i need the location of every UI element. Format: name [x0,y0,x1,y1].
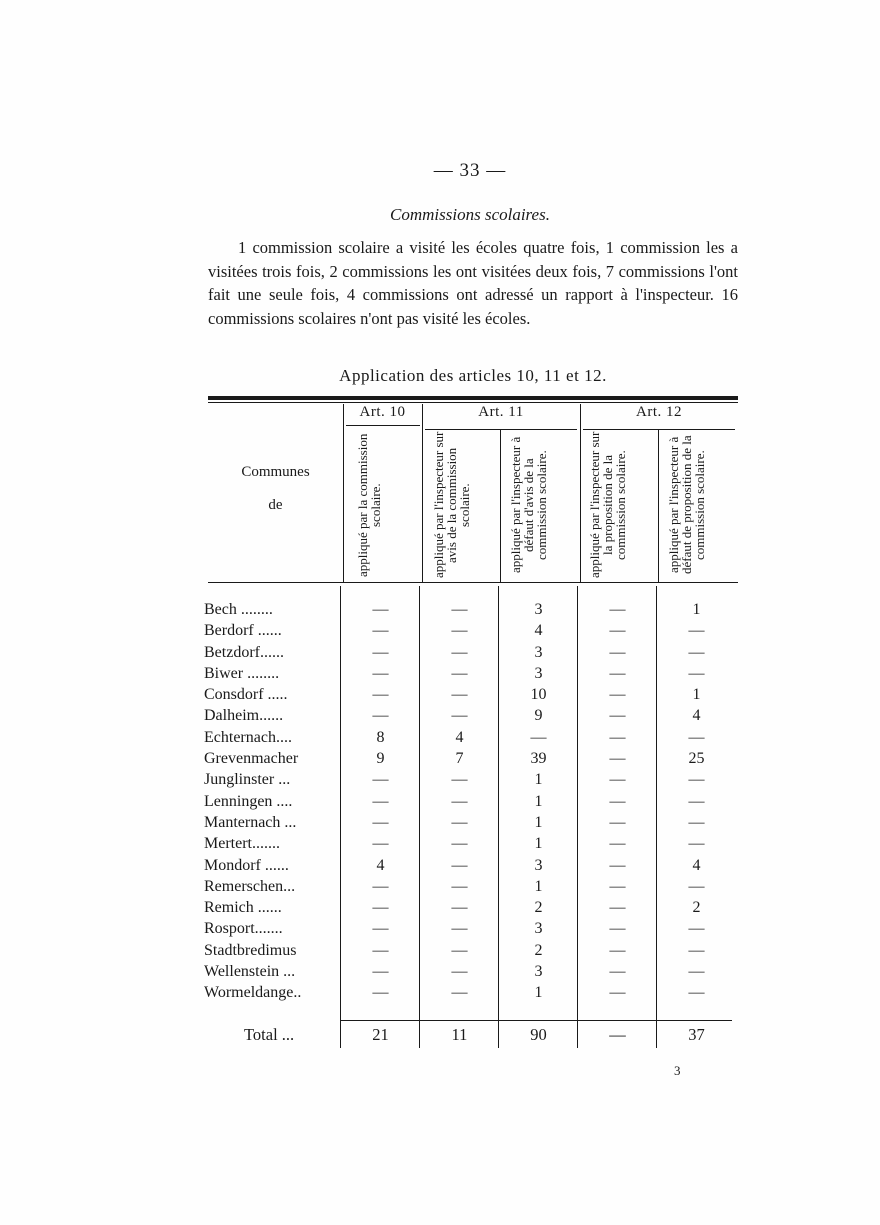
table-row [204,942,744,963]
group-header-art11: Art. 11 [478,404,524,420]
column-header-3: appliqué par l'inspecteur à défaut d'avis de la commission scolaire. [507,436,549,574]
table-cell: — [451,899,468,917]
commune-name: Mondorf ...... [204,856,289,874]
table-cell: 1 [534,877,543,895]
table-cell: — [609,877,626,895]
table-cell: — [688,920,705,938]
table-cell: — [609,856,626,874]
table-cell: 2 [692,899,701,917]
table-cell: 1 [534,984,543,1002]
table-cell: — [609,984,626,1002]
table-cell: 1 [534,792,543,810]
table-cell: — [688,963,705,981]
table-cell: — [609,920,626,938]
table-cell: — [372,941,389,959]
table-cell: — [451,643,468,661]
total-label: Total ... [244,1025,295,1044]
table-row [204,644,744,665]
table-cell: — [609,813,626,831]
table-cell: — [372,813,389,831]
column-divider [500,430,501,582]
table-cell: — [451,835,468,853]
table-cell: 8 [376,728,385,746]
table-cell: — [372,601,389,618]
table-cell: — [451,601,468,618]
table-cell: — [688,771,705,789]
commune-name: Mertert....... [204,835,280,853]
table-row [204,857,744,878]
table-cell: 3 [534,643,543,661]
group-header-art12: Art. 12 [636,404,682,420]
commune-name: Wellenstein ... [204,963,296,981]
table-cell: — [372,664,389,682]
table-cell: 1 [692,686,701,704]
table-cell: 3 [534,856,543,874]
table-cell: 1 [692,601,701,618]
section-title: Commissions scolaires. [390,205,550,224]
table-cell: — [451,664,468,682]
table-cell: 2 [534,941,543,959]
table-row [204,665,744,686]
table-cell: — [451,686,468,704]
table-cell: 7 [455,750,464,768]
table-cell: — [688,664,705,682]
table-row [204,729,744,750]
table-cell: — [609,664,626,682]
commune-name: Remerschen... [204,877,296,895]
table-cell: — [372,963,389,981]
table-row [204,601,744,622]
commune-name: Betzdorf...... [204,643,284,661]
table-cell: — [609,601,626,618]
table-cell: — [372,771,389,789]
commune-name: Consdorf ..... [204,686,288,704]
table-cell: — [609,835,626,853]
table-cell: 3 [534,963,543,981]
table-row [204,920,744,941]
table-cell: 25 [688,750,705,768]
table-cell: — [451,877,468,895]
table-row [204,963,744,984]
group-underline [346,425,420,426]
table-cell: 1 [534,835,543,853]
table-cell: — [451,984,468,1002]
table-row [204,793,744,814]
table-cell: — [451,813,468,831]
table-row [204,622,744,643]
commune-name: Grevenmacher [204,750,299,768]
commune-name: Lenningen .... [204,792,293,810]
table-cell: — [688,984,705,1002]
communes-header: Communes [241,464,310,480]
column-divider [343,404,344,582]
table-cell: 10 [530,686,547,704]
column-header-4: appliqué par l'inspecteur sur la proposition de la commission scolaire. [586,431,628,579]
table-cell: — [372,622,389,640]
total-cell: 90 [530,1025,547,1044]
table-cell: — [688,835,705,853]
table-header-rule [208,582,738,583]
table-cell: — [688,877,705,895]
table-cell: 39 [530,750,547,768]
table-row [204,814,744,835]
table-cell: — [451,707,468,725]
column-header-2: appliqué par l'inspecteur sur avis de la commission scolaire. [430,431,472,579]
table-cell: — [609,750,626,768]
commune-name: Echternach.... [204,728,292,746]
table-cell: 4 [692,856,701,874]
commune-name: Remich ...... [204,899,282,917]
table-title: Application des articles 10, 11 et 12. [339,366,607,385]
table-cell: — [609,792,626,810]
communes-header-de: de [268,497,283,513]
table-cell: 3 [534,601,543,618]
table-cell: — [688,728,705,746]
total-row [204,1025,744,1049]
commune-name: Bech ........ [204,601,273,618]
table-cell: — [609,899,626,917]
column-header-1: appliqué par la commission scolaire. [355,433,383,577]
table-row [204,878,744,899]
table-row [204,686,744,707]
table-cell: — [451,941,468,959]
table-cell: — [688,622,705,640]
table-cell: — [372,835,389,853]
table-top-thin-rule [208,402,738,403]
table-cell: — [609,941,626,959]
table-cell: — [609,686,626,704]
table-cell: — [372,707,389,725]
table-row [204,707,744,728]
table-cell: 9 [534,707,543,725]
table-cell: — [372,920,389,938]
table-cell: — [372,686,389,704]
column-divider [658,430,659,582]
table-row [204,771,744,792]
table-cell: — [609,963,626,981]
table-cell: 1 [534,813,543,831]
table-cell: — [530,728,547,746]
table-row [204,750,744,771]
column-divider [580,404,581,582]
table-cell: — [451,963,468,981]
total-cell: 11 [451,1025,468,1044]
table-cell: — [372,792,389,810]
table-cell: 3 [534,664,543,682]
total-rule [340,1020,732,1021]
table-cell: — [372,877,389,895]
table-cell: — [451,920,468,938]
table-cell: — [688,643,705,661]
commune-name: Manternach ... [204,813,297,831]
group-header-art10: Art. 10 [359,404,406,420]
commune-name: Berdorf ...... [204,622,282,640]
table-cell: — [372,643,389,661]
table-row [204,835,744,856]
table-cell: — [451,856,468,874]
commune-name: Rosport....... [204,920,283,938]
total-cell: 21 [372,1025,389,1044]
table-cell: — [609,771,626,789]
table-cell: — [451,771,468,789]
table-cell: — [451,622,468,640]
total-cell: 37 [688,1025,705,1044]
footer-signature-mark: 3 [674,1063,681,1078]
table-cell: — [609,728,626,746]
table-cell: — [609,707,626,725]
table-cell: — [609,643,626,661]
table-cell: 4 [376,856,385,874]
table-cell: 1 [534,771,543,789]
commune-name: Dalheim...... [204,707,284,725]
table-body [204,601,744,1006]
body-paragraph: 1 commission scolaire a visité les écoles quatre fois, 1 commission les a visitées trois fois, 2 commissions les ont visitées deux fois, 7 commissions l'ont fait une seule fois, 4 commissions ont adressé un rapport à l'inspecteur. 16 commissions scolaires n'ont pas visité les écoles. [208,238,738,328]
table-top-rule [208,396,738,400]
table-row [204,899,744,920]
table-cell: 9 [376,750,385,768]
commune-name: Wormeldange.. [204,984,302,1002]
table-row [204,984,744,1005]
total-cell: — [609,1025,626,1044]
table-cell: — [372,899,389,917]
table-cell: — [451,792,468,810]
table-cell: 2 [534,899,543,917]
table-cell: — [372,984,389,1002]
table-cell: — [688,813,705,831]
table-cell: 3 [534,920,543,938]
commune-name: Junglinster ... [204,771,291,789]
table-cell: 4 [455,728,464,746]
table-cell: 4 [534,622,543,640]
table-cell: — [688,941,705,959]
table-cell: 4 [692,707,701,725]
page-number: — 33 — [433,160,507,181]
commune-name: Biwer ........ [204,664,280,682]
column-header-5: appliqué par l'inspecteur à défaut de proposition de la commission scolaire. [666,435,707,575]
commune-name: Stadtbredimus [204,941,297,959]
table-cell: — [688,792,705,810]
table-cell: — [609,622,626,640]
column-divider [422,404,423,582]
